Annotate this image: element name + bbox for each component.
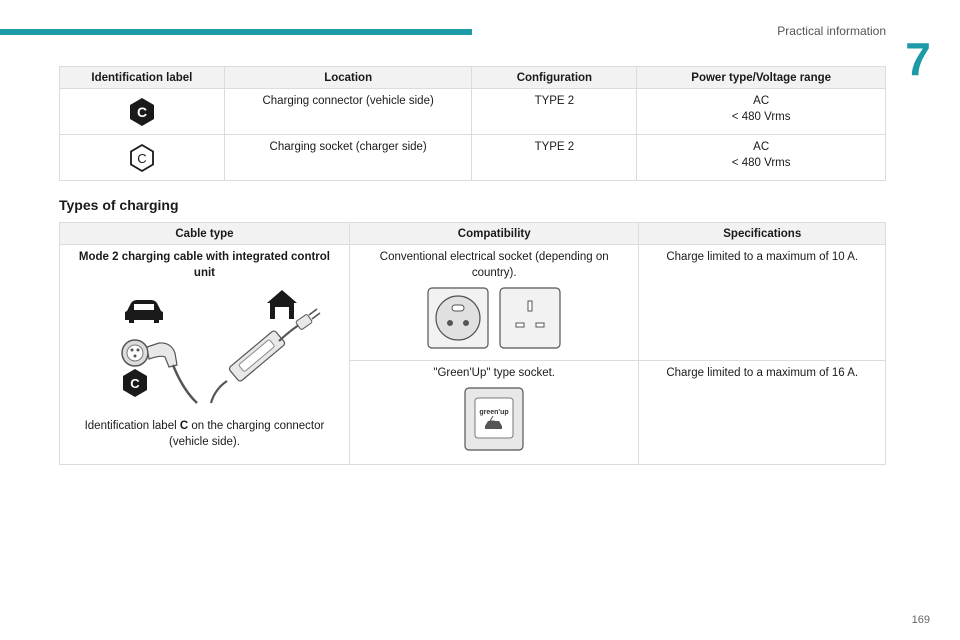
cable-badge-c-icon bbox=[123, 369, 147, 397]
greenup-socket-icon bbox=[463, 386, 525, 452]
id-power bbox=[637, 135, 886, 181]
types-col-cable: Cable type bbox=[60, 223, 350, 245]
svg-text:C: C bbox=[137, 150, 147, 166]
spec-cell: Charge limited to a maximum of 16 A. bbox=[639, 361, 886, 465]
uk-socket-icon bbox=[500, 288, 560, 348]
id-location: Charging socket (charger side) bbox=[224, 135, 472, 181]
house-icon bbox=[267, 290, 297, 319]
identification-table bbox=[59, 66, 886, 181]
ident-prefix: Identification label bbox=[84, 420, 180, 433]
id-configuration: TYPE 2 bbox=[472, 89, 637, 135]
section-heading: Types of charging bbox=[59, 197, 179, 213]
top-accent-bar bbox=[0, 29, 472, 35]
id-col-configuration: Configuration bbox=[472, 67, 637, 89]
spec-cell: Charge limited to a maximum of 10 A. bbox=[639, 245, 886, 361]
table-row bbox=[60, 245, 886, 361]
running-head: Practical information bbox=[777, 24, 886, 38]
mode2-cable-illustration bbox=[79, 285, 329, 415]
control-unit-icon bbox=[211, 309, 320, 403]
power-type: AC bbox=[753, 95, 770, 107]
badge-c-filled-icon bbox=[127, 97, 157, 127]
svg-text:C: C bbox=[130, 376, 141, 392]
types-table-header-row bbox=[60, 223, 886, 245]
car-icon bbox=[125, 300, 163, 323]
id-power bbox=[637, 89, 886, 135]
ident-suffix: on the charging connector (vehicle side). bbox=[168, 420, 325, 448]
power-type: AC bbox=[753, 141, 770, 153]
id-location: Charging connector (vehicle side) bbox=[224, 89, 472, 135]
chapter-number: 7 bbox=[905, 33, 931, 85]
compatibility-cell bbox=[349, 245, 639, 361]
svg-text:green'up: green'up bbox=[479, 408, 509, 416]
conventional-sockets-illustration bbox=[424, 285, 564, 351]
id-table-header-row bbox=[60, 67, 886, 89]
voltage-range: < 480 Vrms bbox=[731, 156, 791, 169]
compatibility-text: Conventional electrical socket (depending on country). bbox=[379, 251, 609, 279]
id-col-label: Identification label bbox=[60, 67, 225, 89]
cable-type-cell bbox=[60, 245, 350, 465]
svg-text:C: C bbox=[136, 103, 147, 120]
french-socket-icon bbox=[428, 288, 488, 348]
cable-title: Mode 2 charging cable with integrated control unit bbox=[78, 251, 331, 279]
id-badge-cell bbox=[60, 89, 225, 135]
identification-caption bbox=[68, 419, 341, 450]
id-configuration: TYPE 2 bbox=[472, 135, 637, 181]
id-col-power: Power type/Voltage range bbox=[637, 67, 886, 89]
page-number: 169 bbox=[911, 614, 930, 626]
voltage-range: < 480 Vrms bbox=[731, 110, 791, 123]
table-row bbox=[60, 89, 886, 135]
types-col-specifications: Specifications bbox=[639, 223, 886, 245]
id-col-location: Location bbox=[224, 67, 472, 89]
types-col-compatibility: Compatibility bbox=[349, 223, 639, 245]
badge-c-outline-icon bbox=[127, 143, 157, 173]
id-badge-cell bbox=[60, 135, 225, 181]
charging-types-table bbox=[59, 222, 886, 465]
ident-bold: C bbox=[179, 420, 189, 433]
table-row bbox=[60, 135, 886, 181]
compatibility-text: "Green'Up" type socket. bbox=[433, 367, 555, 380]
compatibility-cell bbox=[349, 361, 639, 465]
